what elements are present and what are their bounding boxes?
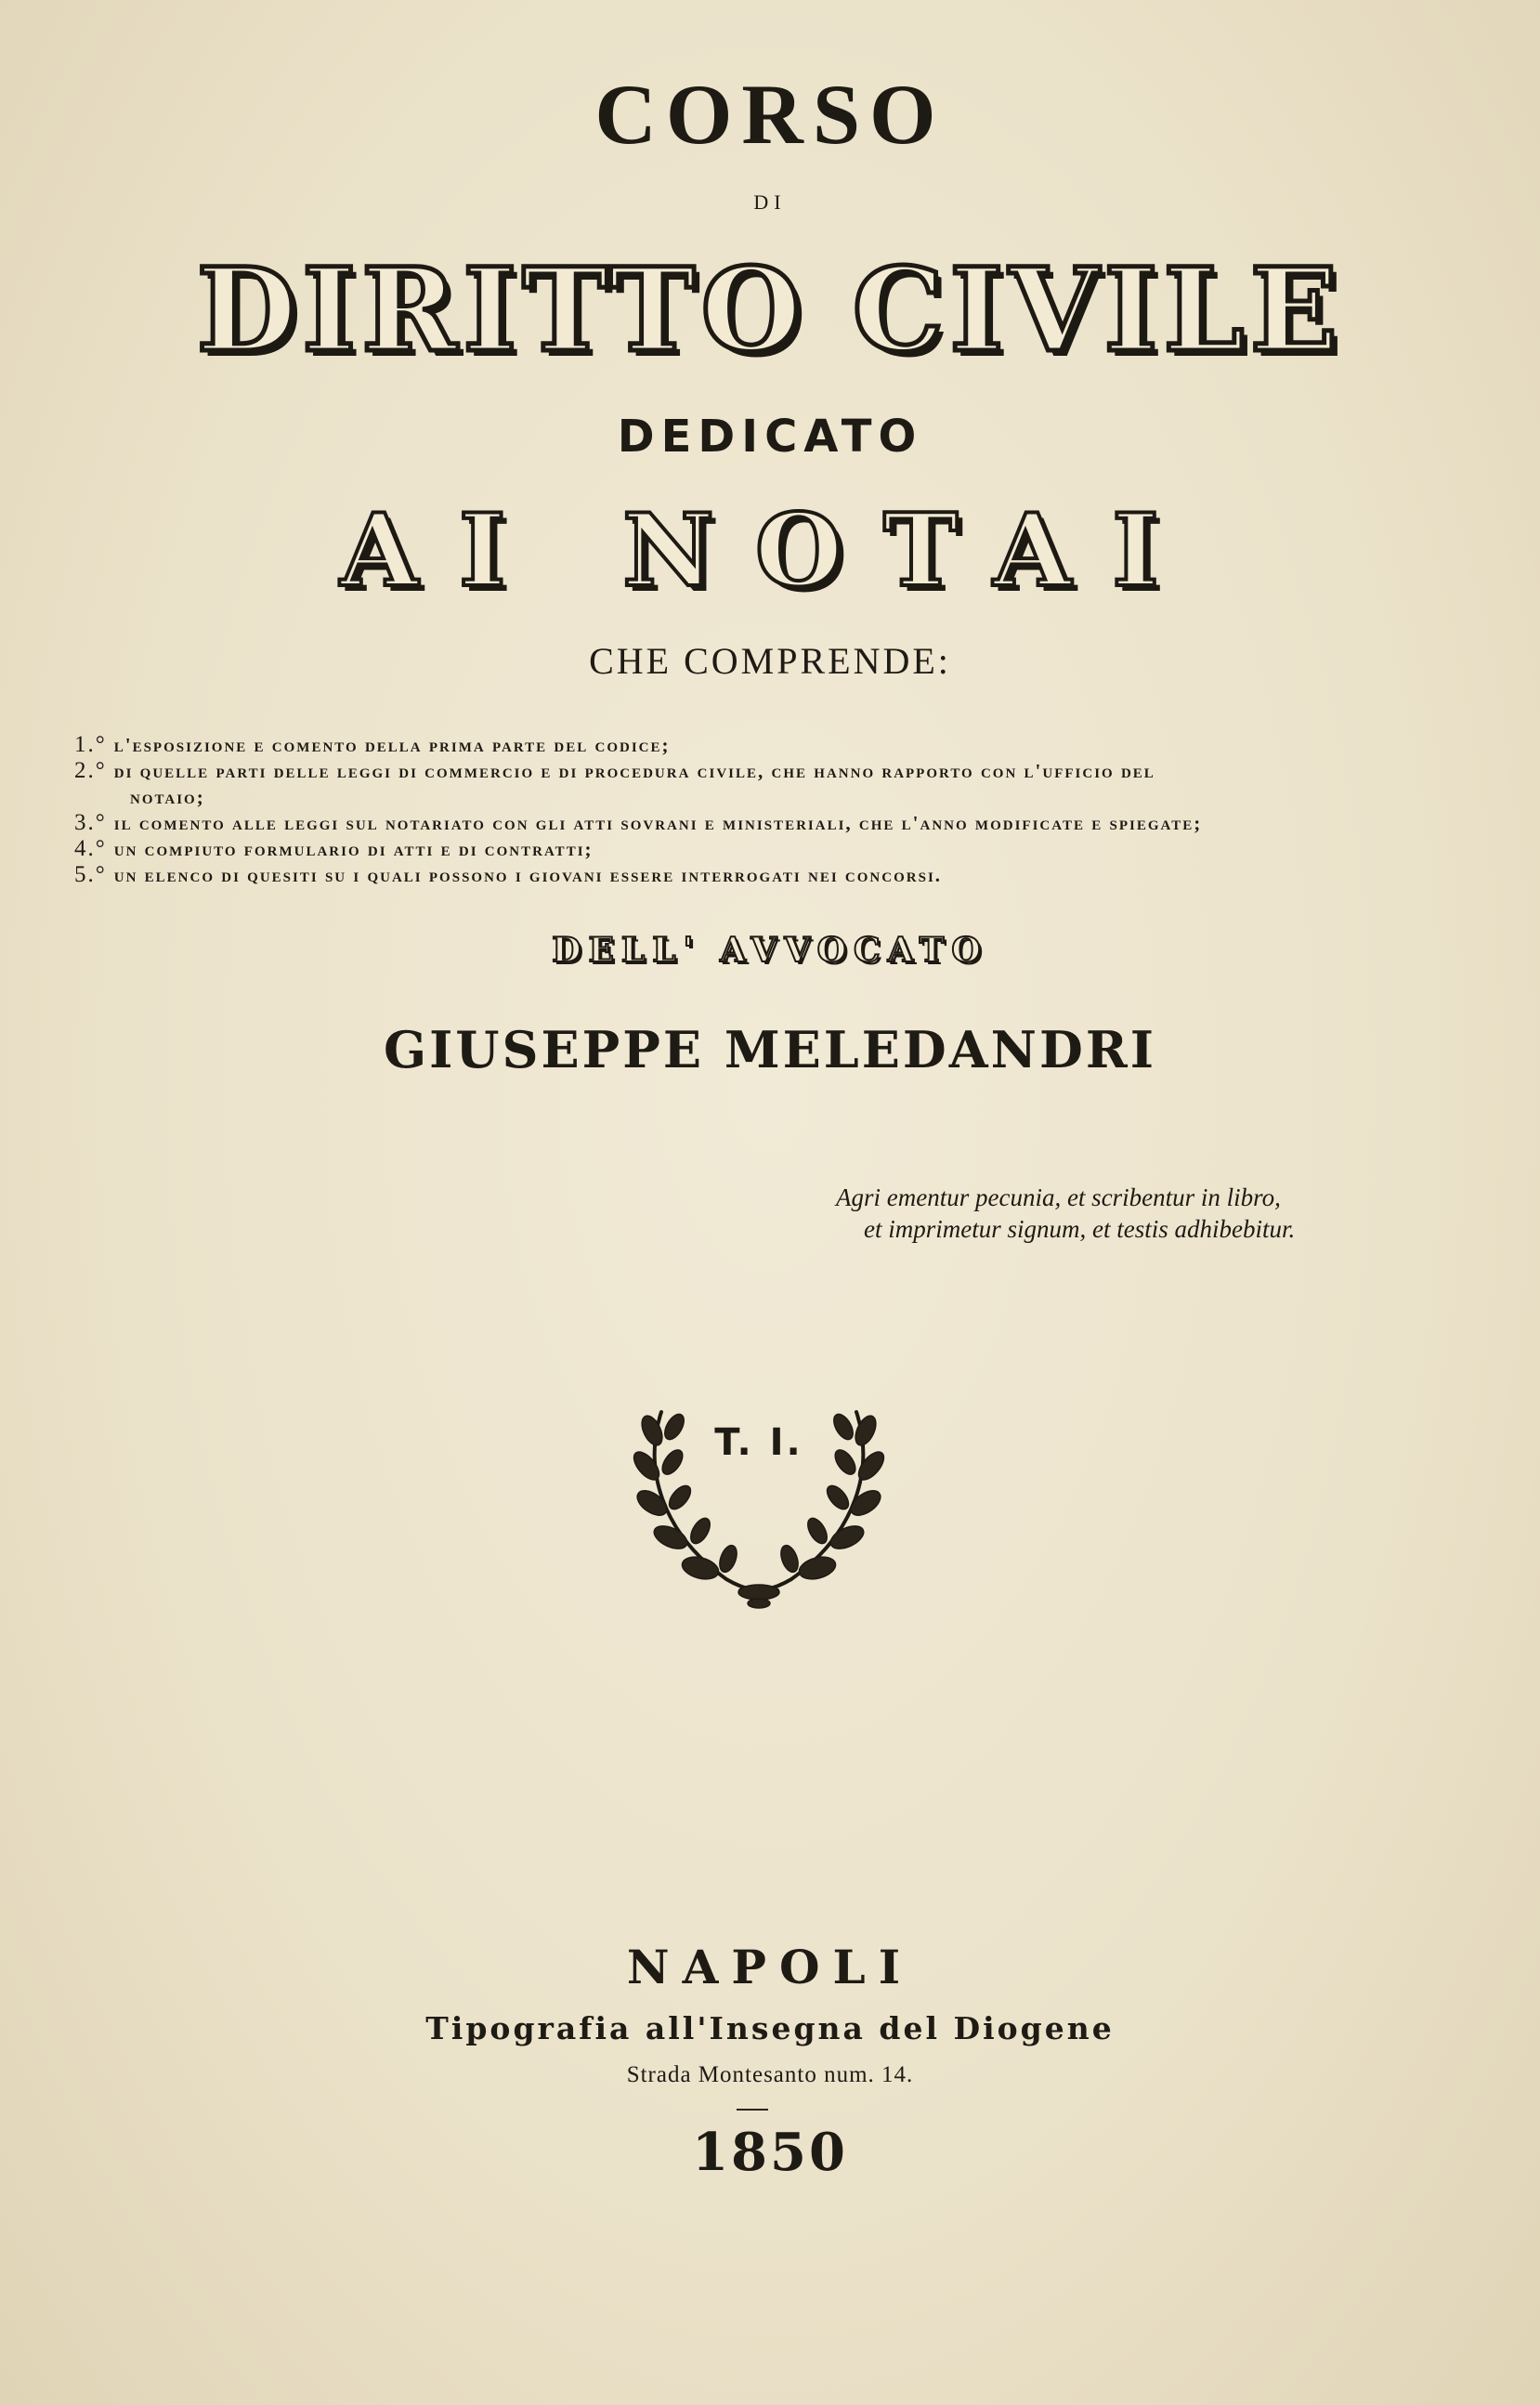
contents-item-2-continued xyxy=(74,784,1393,810)
contents-item-5 xyxy=(74,862,1393,888)
item-text: notaio; xyxy=(130,786,205,808)
epigraph-line-1: Agri ementur pecunia, et scribentur in libro, xyxy=(836,1183,1281,1211)
item-number: 1.° xyxy=(74,732,107,757)
contents-item-2 xyxy=(74,758,1393,784)
epigraph-line-2: et imprimetur signum, et testis adhibebitur. xyxy=(864,1215,1296,1243)
title-diritto-civile: DIRITTO CIVILE xyxy=(196,243,1344,378)
item-number: 4.° xyxy=(74,836,107,861)
author-prefix: DELL' AVVOCATO xyxy=(552,931,988,970)
volume-number: T. I. xyxy=(714,1421,803,1464)
item-number: 2.° xyxy=(74,758,107,783)
item-text: di quelle parti delle leggi di commercio e di procedura civile, che hanno rapporto con l'ufficio del xyxy=(113,760,1155,782)
title-ai-notai: AI NOTAI xyxy=(340,492,1200,609)
title-corso: CORSO xyxy=(594,67,946,162)
imprint-city: NAPOLI xyxy=(626,1940,914,1994)
laurel-wreath-vignette xyxy=(624,1393,894,1616)
divider xyxy=(737,2109,768,2111)
imprint-printer: Tipografia all'Insegna del Diogene xyxy=(425,2010,1115,2046)
item-text: l'esposizione e comento della prima parte del codice; xyxy=(113,734,671,756)
contents-item-3 xyxy=(74,810,1393,836)
imprint-year: 1850 xyxy=(692,2122,848,2183)
item-text: un elenco di quesiti su i quali possono i giovani essere interrogati nei concorsi. xyxy=(113,864,943,886)
item-text: il comento alle leggi sul notariato con gli atti sovrani e ministeriali, che l'anno modificate e spiegate; xyxy=(113,812,1203,834)
imprint-address: Strada Montesanto num. 14. xyxy=(626,2062,914,2087)
title-di: DI xyxy=(753,190,787,214)
author-name: GIUSEPPE MELEDANDRI xyxy=(384,1020,1156,1079)
title-dedicato: DEDICATO xyxy=(617,411,923,463)
contents-item-4 xyxy=(74,836,1393,862)
contents-item-1 xyxy=(74,732,1393,758)
contents-list xyxy=(74,732,1393,888)
epigraph xyxy=(836,1182,1393,1245)
title-che-comprende: CHE COMPRENDE: xyxy=(589,640,951,682)
item-text: un compiuto formulario di atti e di contratti; xyxy=(113,838,594,860)
item-number: 5.° xyxy=(74,862,107,887)
item-number: 3.° xyxy=(74,810,107,835)
